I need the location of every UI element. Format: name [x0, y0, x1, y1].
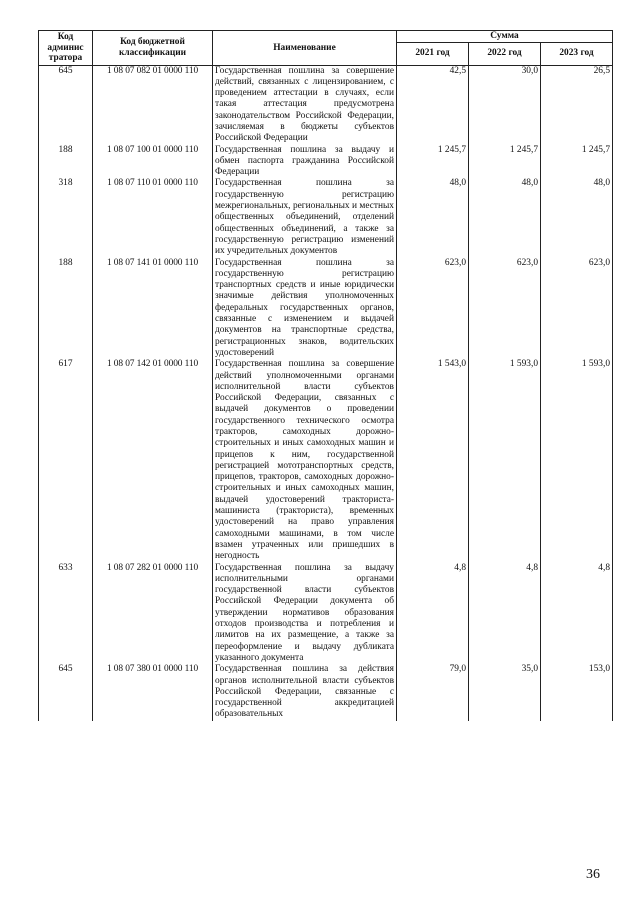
admin-code: 188 [39, 145, 93, 179]
amount-2023: 48,0 [541, 178, 613, 257]
amount-2023: 26,5 [541, 65, 613, 145]
year-header-2021: 2021 год [397, 42, 469, 65]
admin-code: 188 [39, 258, 93, 360]
item-name: Государственная пошлина за совершение действий, связанных с лицензированием, с проведением аттестации в случаях, если такая аттестация предусмотрена законодательством Российской Федерации, зачисляемая в бюджеты субъектов Российской Федерации [213, 65, 397, 145]
amount-2022: 48,0 [469, 178, 541, 257]
page-number: 36 [586, 867, 600, 882]
table-row [39, 359, 613, 562]
table-row [39, 178, 613, 257]
item-name: Государственная пошлина за выдачу и обмен паспорта гражданина Российской Федерации [213, 145, 397, 179]
amount-2022: 35,0 [469, 664, 541, 720]
amount-2021: 48,0 [397, 178, 469, 257]
amount-2022: 1 593,0 [469, 359, 541, 562]
amount-2023: 4,8 [541, 563, 613, 665]
amount-2022: 1 245,7 [469, 145, 541, 179]
table-row [39, 563, 613, 665]
amount-2022: 30,0 [469, 65, 541, 145]
amount-2023: 1 593,0 [541, 359, 613, 562]
admin-code: 633 [39, 563, 93, 665]
item-name: Государственная пошлина за государственную регистрацию межрегиональных, региональных и местных общественных объединений, отделений общественных объединений, а также за государственную регистрацию изменений их учредительных документов [213, 178, 397, 257]
kbk-code: 1 08 07 282 01 0000 110 [93, 563, 213, 665]
kbk-code: 1 08 07 110 01 0000 110 [93, 178, 213, 257]
year-header-2023: 2023 год [541, 42, 613, 65]
table-row [39, 258, 613, 360]
kbk-code: 1 08 07 380 01 0000 110 [93, 664, 213, 720]
item-name: Государственная пошлина за действия органов исполнительной власти субъектов Российской Федерации, связанные с государственной аккредитацией образовательных [213, 664, 397, 720]
table-row [39, 145, 613, 179]
year-header-2022: 2022 год [469, 42, 541, 65]
kbk-code: 1 08 07 141 01 0000 110 [93, 258, 213, 360]
kbk-code: 1 08 07 100 01 0000 110 [93, 145, 213, 179]
amount-2023: 1 245,7 [541, 145, 613, 179]
admin-code: 318 [39, 178, 93, 257]
amount-2023: 153,0 [541, 664, 613, 720]
item-name: Государственная пошлина за выдачу исполнительными органами государственной власти субъектов Российской Федерации документа об утверждении нормативов образования отходов производства и потребления и лимитов на их размещение, а также за переоформление и выдачу дубликата указанного документа [213, 563, 397, 665]
table-row [39, 65, 613, 145]
amount-2022: 623,0 [469, 258, 541, 360]
amount-2021: 42,5 [397, 65, 469, 145]
amount-2021: 623,0 [397, 258, 469, 360]
amount-2021: 4,8 [397, 563, 469, 665]
amount-2021: 1 245,7 [397, 145, 469, 179]
admin-code: 645 [39, 664, 93, 720]
admin-code: 617 [39, 359, 93, 562]
col-admin-header: Код админис тратора [39, 31, 93, 66]
amount-2021: 79,0 [397, 664, 469, 720]
amount-2023: 623,0 [541, 258, 613, 360]
kbk-code: 1 08 07 082 01 0000 110 [93, 65, 213, 145]
table-row [39, 664, 613, 720]
col-sum-header: Сумма [397, 31, 613, 43]
kbk-code: 1 08 07 142 01 0000 110 [93, 359, 213, 562]
col-name-header: Наименование [213, 31, 397, 66]
admin-code: 645 [39, 65, 93, 145]
col-kbk-header: Код бюджетной классификации [93, 31, 213, 66]
item-name: Государственная пошлина за государственную регистрацию транспортных средств и иные юридически значимые действия уполномоченных федеральных государственных органов, связанные с изменением и выдачей документов на транспортные средства, регистрационных знаков, водительских удостоверений [213, 258, 397, 360]
amount-2021: 1 543,0 [397, 359, 469, 562]
item-name: Государственная пошлина за совершение действий уполномоченными органами исполнительной власти субъектов Российской Федерации, связанных с выдачей документов о проведении государственного технического осмотра тракторов, самоходных дорожно-строительных и иных самоходных машин и прицепов к ним, государственной регистрацией мототранспортных средств, прицепов, тракторов, самоходных дорожно-строительных и иных самоходных машин, выдачей удостоверений тракториста-машиниста (тракториста), временных удостоверений на право управления самоходными машинами, в том числе взамен утраченных или пришедших в негодность [213, 359, 397, 562]
amount-2022: 4,8 [469, 563, 541, 665]
budget-table [38, 30, 613, 721]
